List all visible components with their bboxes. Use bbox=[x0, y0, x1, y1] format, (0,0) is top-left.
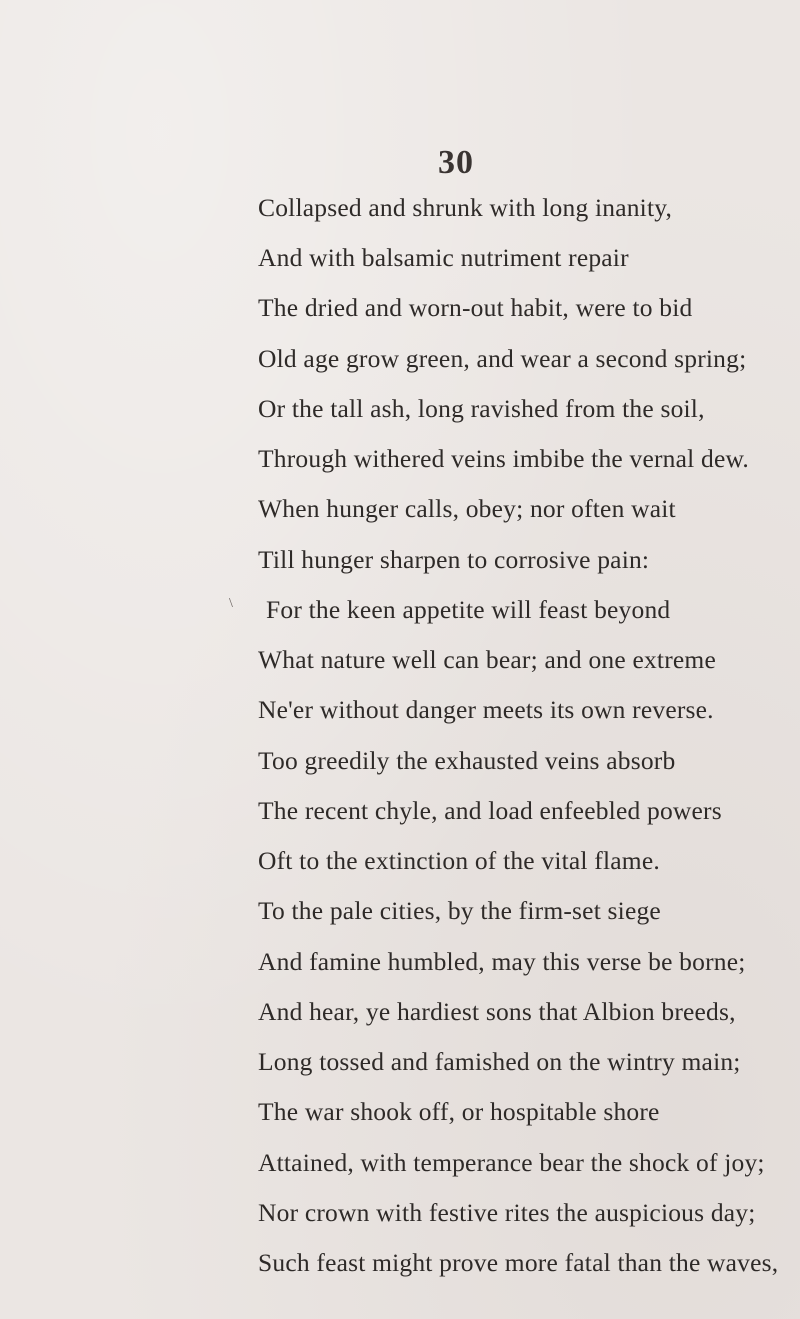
verse-line: Attained, with temperance bear the shock of joy; bbox=[258, 1148, 765, 1177]
verse-line: Till hunger sharpen to corrosive pain: bbox=[258, 545, 650, 574]
verse-line: Oft to the extinction of the vital flame. bbox=[258, 846, 660, 875]
verse-line: Ne'er without danger meets its own reverse. bbox=[258, 695, 714, 724]
verse-line: And with balsamic nutriment repair bbox=[258, 243, 629, 272]
margin-mark: \ bbox=[229, 596, 233, 611]
verse-line: And famine humbled, may this verse be borne; bbox=[258, 947, 746, 976]
verse-line: Too greedily the exhausted veins absorb bbox=[258, 746, 676, 775]
verse-line: And hear, ye hardiest sons that Albion breeds, bbox=[258, 997, 736, 1026]
verse-line: The war shook off, or hospitable shore bbox=[258, 1097, 660, 1126]
verse-line: What nature well can bear; and one extreme bbox=[258, 645, 716, 674]
page-number: 30 bbox=[438, 144, 474, 181]
verse-line: Old age grow green, and wear a second spring; bbox=[258, 344, 747, 373]
verse-line: For the keen appetite will feast beyond bbox=[266, 595, 671, 624]
verse-line: Such feast might prove more fatal than the waves, bbox=[258, 1248, 779, 1277]
verse-line: Through withered veins imbibe the vernal dew. bbox=[258, 444, 749, 473]
verse-line: The recent chyle, and load enfeebled powers bbox=[258, 796, 722, 825]
verse-line: Or the tall ash, long ravished from the soil, bbox=[258, 394, 705, 423]
verse-line: Long tossed and famished on the wintry main; bbox=[258, 1047, 741, 1076]
verse-line: When hunger calls, obey; nor often wait bbox=[258, 494, 676, 523]
verse-line: Nor crown with festive rites the auspicious day; bbox=[258, 1198, 756, 1227]
verse-line: The dried and worn-out habit, were to bid bbox=[258, 293, 693, 322]
verse-line: To the pale cities, by the firm-set siege bbox=[258, 896, 661, 925]
verse-line: Collapsed and shrunk with long inanity, bbox=[258, 193, 673, 222]
